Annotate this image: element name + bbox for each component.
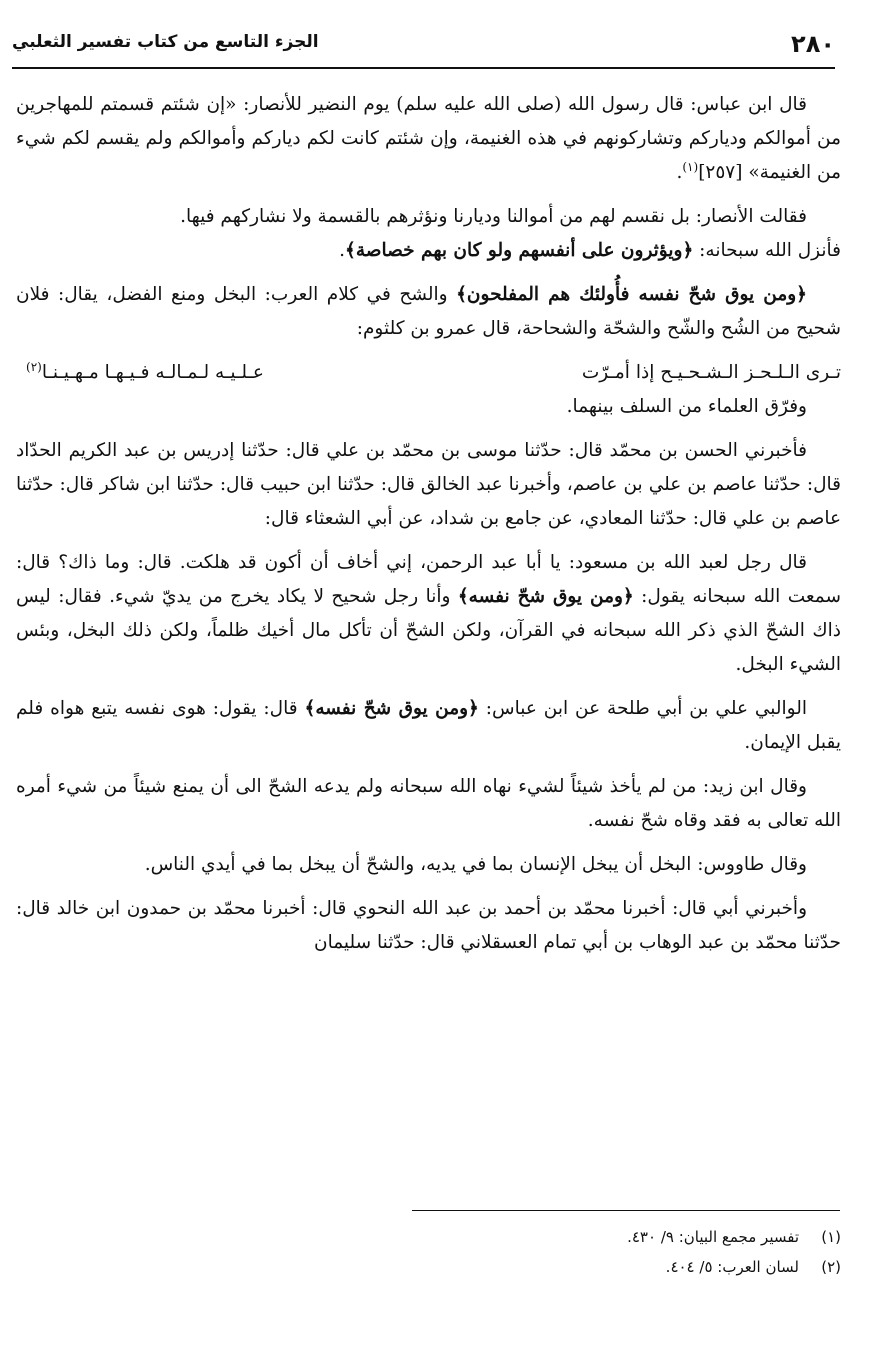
paragraph-6: فأخبرني الحسن بن محمّد قال: حدّثنا موسى بن محمّد بن علي قال: حدّثنا إدريس بن عبد الكريم الحدّاد قال: حدّثنا عاصم بن علي بن عاصم، وأخبرنا عبد الخالق قال: حدّثنا ابن حبيب قال: حدّثنا ابن شاكر قال: حدّثنا عاصم بن علي قال: حدّثنا المعادي، عن جامع بن شداد، عن أبي الشعثاء قال: xyxy=(16,440,841,529)
paragraph-3-before: فأنزل الله سبحانه: xyxy=(693,240,841,261)
paragraph-3 xyxy=(16,234,841,268)
poem-second-wrap xyxy=(26,356,264,390)
poem-second-hemistich: عـلـيـه لـمـالـه فـيـهـا مـهـيـنـا xyxy=(41,362,264,383)
quran-verse: ﴿ومن يوق شحّ نفسه فأُولئك هم المفلحون﴾ xyxy=(456,284,808,305)
paragraph-7-after: وأنا رجل شحيح لا يكاد يخرج من يديّ شيء. فقال: ليس ذاك الشحّ الذي ذكر الله سبحانه في القرآن، ولكن الشحّ أن تأكل مال أخيك ظلماً، ولكن ذلك البخل، وبئس الشيء البخل. xyxy=(16,586,841,675)
footnote-number: (١) xyxy=(821,1228,841,1246)
footnote-ref-1: (١) xyxy=(682,159,699,174)
paragraph-1-text: قال ابن عباس: قال رسول الله (صلى الله عليه سلم) يوم النضير للأنصار: «إن شئتم قسمتم للمهاجرين من أموالكم ودياركم وتشاركونهم في هذه الغنيمة، وإن شئتم كانت لكم دياركم وأموالكم ولم يقسم لكم شيء من الغنيمة» [٢٥٧] xyxy=(16,94,841,183)
paragraph-7-before: قال رجل لعبد الله بن مسعود: يا أبا عبد الرحمن، إني أخاف أن أكون قد هلكت. قال: وما ذاك؟ قال: سمعت الله سبحانه يقول: xyxy=(16,552,841,607)
paragraph-8 xyxy=(16,692,841,760)
paragraph-5: وفرّق العلماء من السلف بينهما. xyxy=(566,396,807,417)
paragraph-4-after: والشح في كلام العرب: البخل ومنع الفضل، يقال: فلان شحيح من الشُح والشّح والشحّة والشحاحة، قال عمرو بن كلثوم: xyxy=(16,284,841,339)
footnote-text: تفسير مجمع البيان: ٩/ ٤٣٠. xyxy=(627,1228,799,1246)
paragraph-7 xyxy=(16,546,841,682)
quran-verse: ﴿ويؤثرون على أنفسهم ولو كان بهم خصاصة﴾ xyxy=(344,240,694,261)
paragraph-11: وأخبرني أبي قال: أخبرنا محمّد بن أحمد بن عبد الله النحوي قال: أخبرنا محمّد بن حمدون ابن خالد قال: حدّثنا محمّد بن عبد الوهاب بن أبي تمام العسقلاني قال: حدّثنا سليمان xyxy=(16,898,841,953)
paragraph-8-before: الوالبي علي بن أبي طلحة عن ابن عباس: xyxy=(478,698,807,719)
paragraph-1: قال ابن عباس: قال رسول الله (صلى الله عليه سلم) يوم النضير للأنصار: «إن شئتم قسمتم للمهاجرين من أموالكم ودياركم وتشاركونهم في هذه الغنيمة، وإن شئتم كانت لكم دياركم وأموالكم ولم يقسم لكم شيء من الغنيمة» [٢٥٧]$^{(١)}$. xyxy=(16,94,841,183)
quran-verse: ﴿ومن يوق شحّ نفسه﴾ xyxy=(304,698,479,719)
poem-verse xyxy=(16,356,841,390)
header-rule xyxy=(12,67,835,69)
paragraph-2: فقالت الأنصار: بل نقسم لهم من أموالنا وديارنا ونؤثرهم بالقسمة ولا نشاركهم فيها. xyxy=(180,206,807,227)
footnotes xyxy=(16,1222,841,1282)
paragraph-8-after: قال: يقول: هوى نفسه يتبع هواه فلم يقبل الإيمان. xyxy=(16,698,841,753)
paragraph-3-after: . xyxy=(339,240,345,261)
footnote-ref-2: (٢) xyxy=(26,359,42,374)
quran-verse: ﴿ومن يوق شحّ نفسه﴾ xyxy=(457,586,634,607)
footnote-number: (٢) xyxy=(821,1258,841,1276)
footnote-1 xyxy=(16,1222,841,1252)
running-head: الجزء التاسع من كتاب تفسير الثعلبي xyxy=(12,32,319,52)
page-number: ٢٨٠ xyxy=(791,30,835,58)
footnote-2 xyxy=(16,1252,841,1282)
paragraph-4 xyxy=(16,278,841,346)
paragraph-9: وقال ابن زيد: من لم يأخذ شيئاً لشيء نهاه الله سبحانه ولم يدعه الشحّ الى أن يمنع شيئاً من شيء أمره الله تعالى به فقد وقاه شحّ نفسه. xyxy=(16,776,841,831)
poem-first-hemistich: تـرى الـلـحـز الـشـحـيـح إذا أمـرّت xyxy=(581,362,841,383)
footnote-rule xyxy=(412,1210,840,1211)
paragraph-10: وقال طاووس: البخل أن يبخل الإنسان بما في يديه، والشحّ أن يبخل بما في أيدي الناس. xyxy=(144,854,807,875)
main-text xyxy=(16,88,841,970)
footnote-text: لسان العرب: ٥/ ٤٠٤. xyxy=(665,1258,799,1276)
page-header xyxy=(12,28,835,72)
